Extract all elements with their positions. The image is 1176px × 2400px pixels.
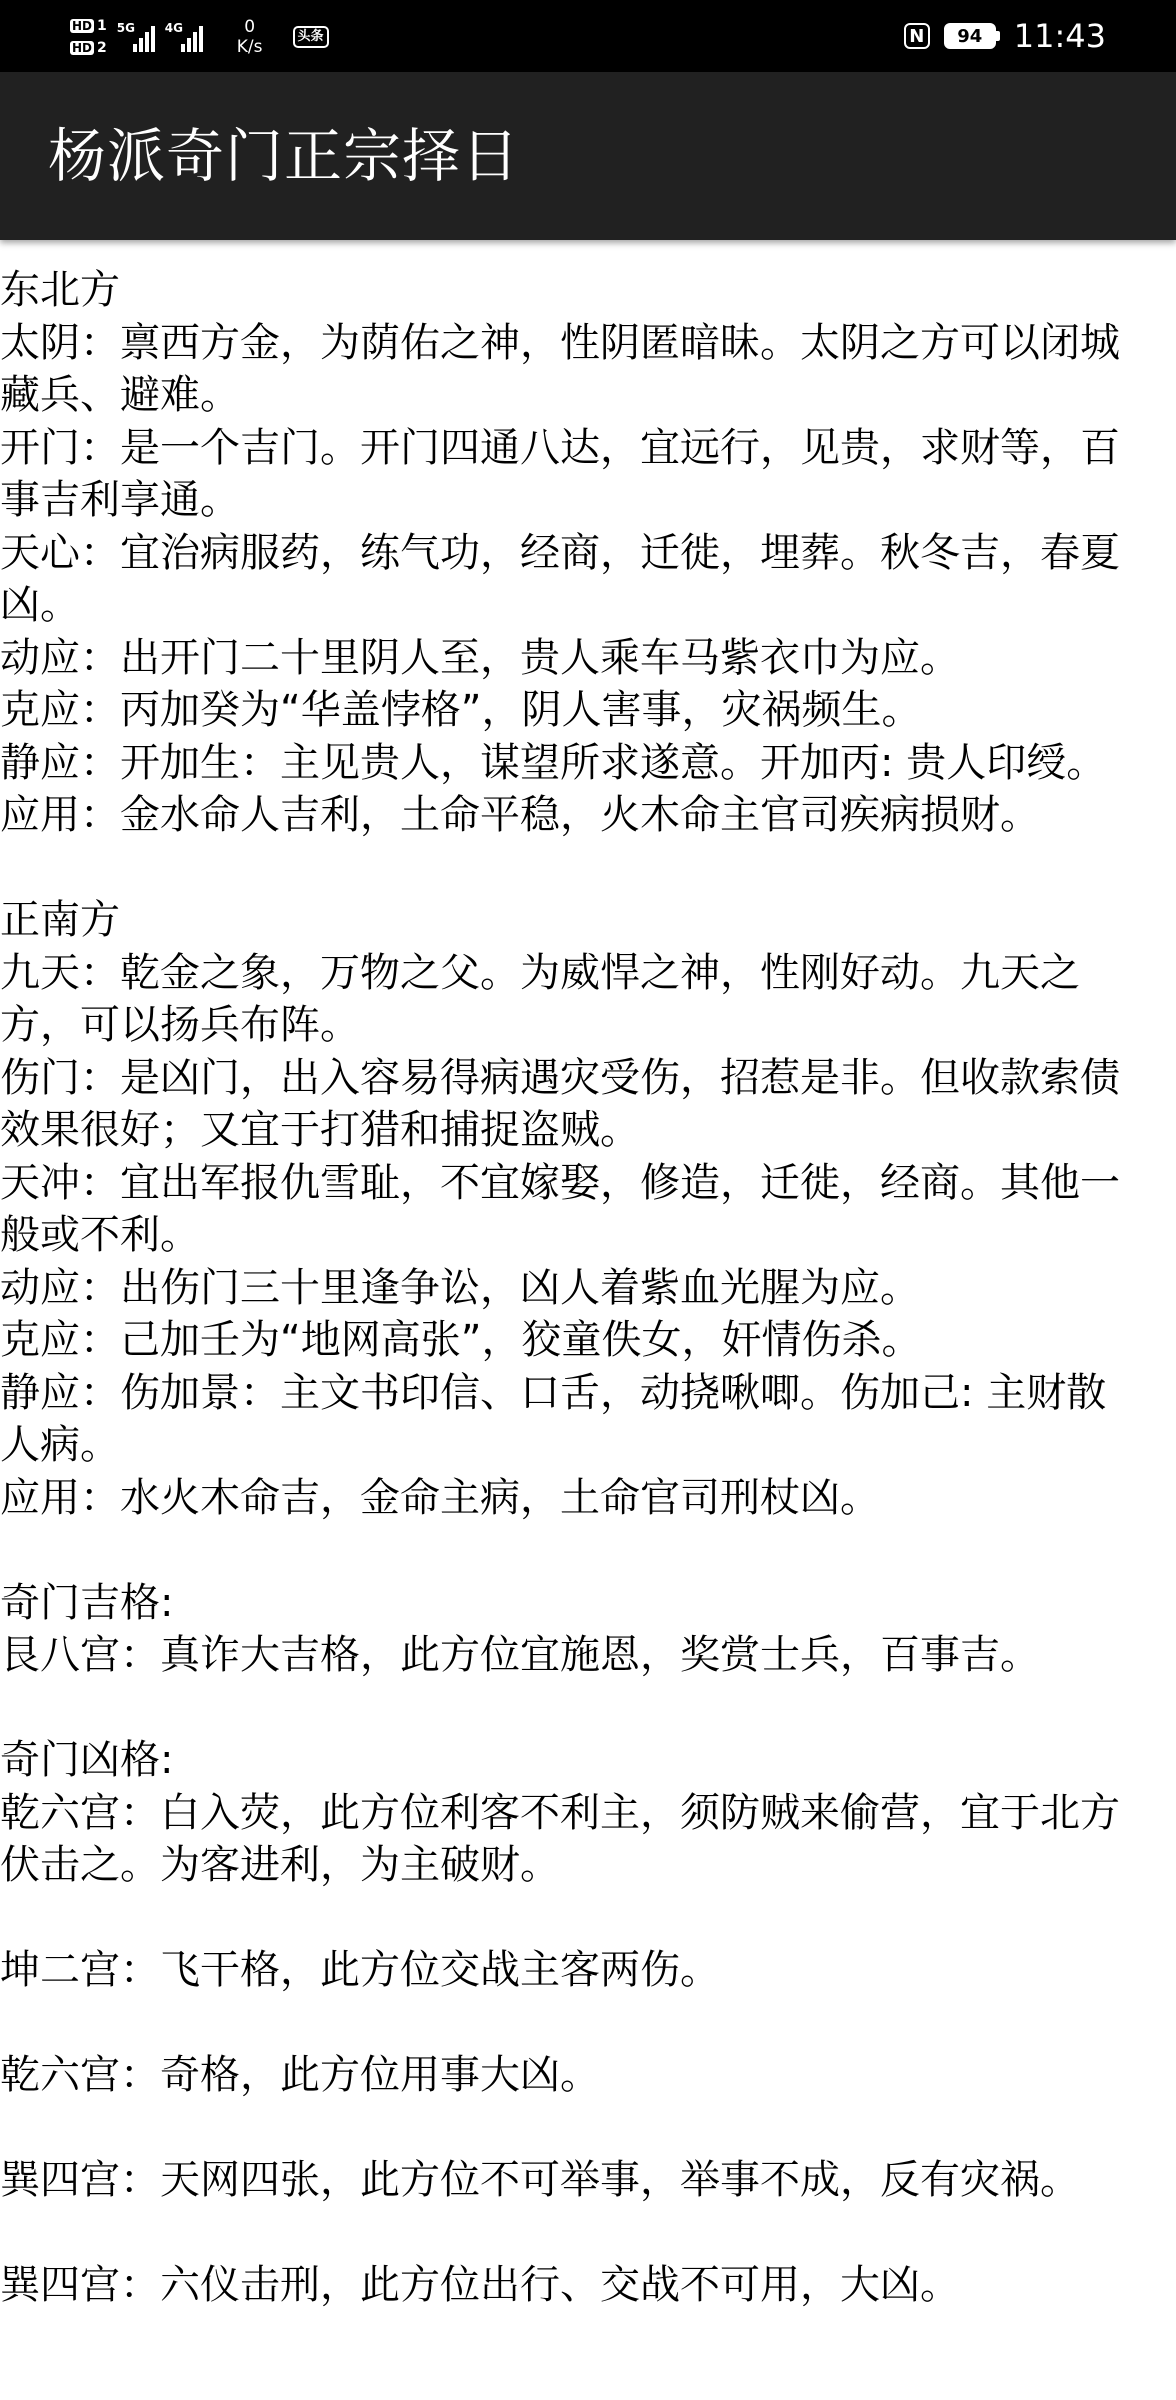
- text-line: 乾六宫：奇格，此方位用事大凶。: [0, 2052, 600, 2098]
- text-line: 东北方: [0, 267, 120, 313]
- clock: 11:43: [1013, 17, 1106, 55]
- app-bar: [0, 72, 1176, 240]
- text-line: 伤门：是凶门，出入容易得病遇灾受伤，招惹是非。但收款索债: [0, 1054, 1120, 1101]
- text-line: 应用：金水命人吉利，土命平稳，火木命主官司疾病损财。: [0, 792, 1040, 838]
- signal-sim1-icon: 5G: [117, 22, 155, 52]
- text-line: 藏兵、避难。: [0, 372, 240, 418]
- blank-line: [0, 842, 1176, 895]
- volte-indicators: [70, 19, 107, 55]
- text-line: 伏击之。为客进利，为主破财。: [0, 1842, 560, 1888]
- text-line: 正南方: [0, 897, 120, 943]
- status-bar-left: [70, 6, 329, 68]
- text-line: 天冲：宜出军报仇雪耻，不宜嫁娶，修造，迁徙，经商。其他一: [0, 1159, 1120, 1206]
- signal-sim2-icon: 4G: [165, 22, 203, 52]
- text-line: 克应：己加壬为“地网高张”，狡童佚女，奸情伤杀。: [0, 1317, 922, 1363]
- text-line: 应用：水火木命吉，金命主病，土命官司刑杖凶。: [0, 1474, 880, 1521]
- text-line: 克应：丙加癸为“华盖悖格”，阴人害事，灾祸频生。: [0, 687, 922, 733]
- blank-line: [0, 2312, 1176, 2365]
- text-line: 动应：出伤门三十里逢争讼，凶人着紫血光腥为应。: [0, 1264, 920, 1311]
- text-line: 九天：乾金之象，万物之父。为威悍之神，性刚好动。九天之: [0, 949, 1080, 996]
- text-line: 天心：宜治病服药，练气功，经商，迁徙，埋葬。秋冬吉，春夏: [0, 529, 1120, 576]
- text-line: 巽四宫：六仪击刑，此方位出行、交战不可用，大凶。: [0, 2262, 960, 2308]
- text-line: 开门：是一个吉门。开门四通八达，宜远行，见贵，求财等，百: [0, 424, 1120, 471]
- text-line: 太阴：禀西方金，为荫佑之神，性阴匿暗昧。太阴之方可以闭城: [0, 319, 1120, 366]
- nfc-icon: N: [904, 23, 930, 49]
- text-line: 巽四宫：天网四张，此方位不可举事，举事不成，反有灾祸。: [0, 2157, 1080, 2203]
- text-line: 凶。: [0, 582, 80, 628]
- text-line: 般或不利。: [0, 1212, 200, 1258]
- blank-line: [0, 1682, 1176, 1735]
- text-line: 事吉利享通。: [0, 477, 240, 523]
- text-line: 乾六宫：白入荧，此方位利客不利主，须防贼来偷营，宜于北方: [0, 1789, 1120, 1836]
- battery-icon: [944, 23, 1000, 49]
- status-bar-right: [904, 0, 1106, 72]
- volte-sim2-icon: HD 2: [72, 40, 107, 56]
- content-text-area[interactable]: [0, 240, 1176, 2400]
- text-line: 艮八宫：真诈大吉格，此方位宜施恩，奖赏士兵，百事吉。: [0, 1632, 1040, 1678]
- news-app-notification-icon: 头条: [293, 26, 329, 48]
- text-line: 奇门吉格:: [0, 1579, 174, 1626]
- app-title: 杨派奇门正宗择日: [48, 122, 521, 190]
- text-line: 动应：出开门二十里阴人至，贵人乘车马紫衣巾为应。: [0, 634, 960, 681]
- text-line: 坤二宫：飞干格，此方位交战主客两伤。: [0, 1947, 720, 1993]
- text-line: 静应：开加生：主见贵人，谋望所求遂意。开加丙: 贵人印绶。: [0, 739, 1107, 786]
- text-line: 奇门凶格:: [0, 1737, 174, 1783]
- blank-line: [0, 1524, 1176, 1577]
- text-line: 方，可以扬兵布阵。: [0, 1002, 360, 1048]
- blank-line: [0, 1892, 1176, 1945]
- text-line: 静应：伤加景：主文书印信、口舌，动挠啾唧。伤加己: 主财散: [0, 1369, 1107, 1416]
- text-line: 人病。: [0, 1422, 120, 1468]
- blank-line: [0, 2207, 1176, 2260]
- blank-line: [0, 2102, 1176, 2155]
- blank-line: [0, 1997, 1176, 2050]
- volte-sim1-icon: HD 1: [72, 18, 107, 34]
- status-bar: [0, 0, 1176, 72]
- text-line: 效果很好；又宜于打猎和捕捉盗贼。: [0, 1107, 640, 1153]
- battery-level: 94: [957, 25, 983, 47]
- network-speed: 0 K/s: [236, 17, 263, 57]
